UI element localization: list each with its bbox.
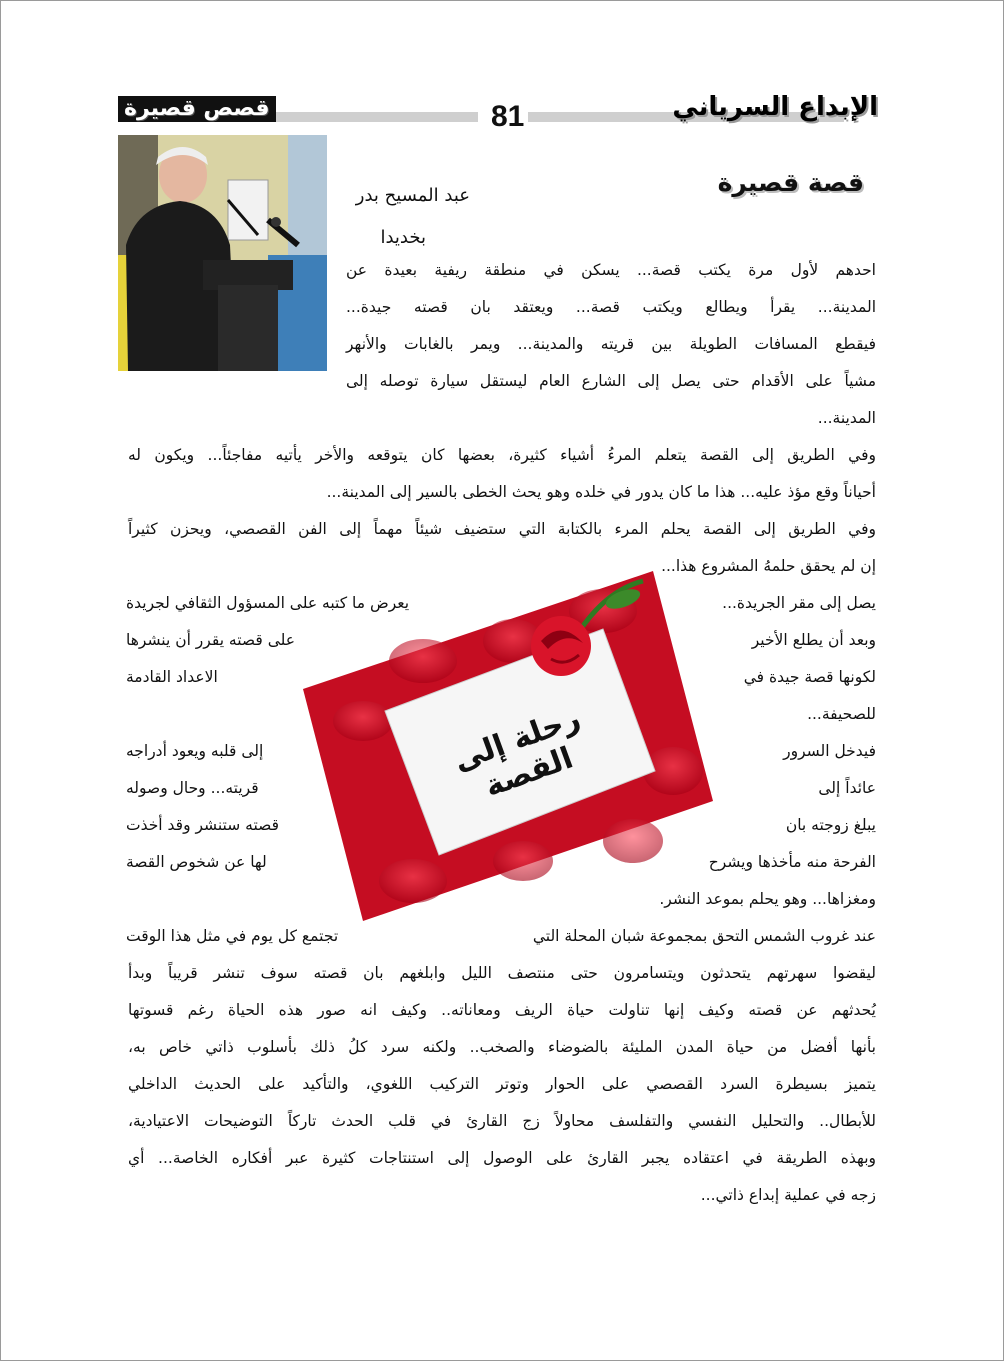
page-number: 81: [487, 100, 528, 134]
body-line-right: عند غروب الشمس التحق بمجموعة شبان المحلة التي: [532, 927, 876, 945]
body-line: المدينة... يقرأ ويطالع ويكتب قصة... ويعتقد بان قصته جيدة...: [346, 298, 876, 316]
body-line: بأنها أفضل من حياة المدن المليئة بالضوضاء والصخب.. ولكنه سرد كلُ ذلك بأسلوب ذاتي خاص به،: [128, 1038, 876, 1056]
body-line: يتميز بسيطرة السرد القصصي على الحوار وتوتر التركيب اللغوي، والتأكيد على الحديث الداخلي: [128, 1075, 876, 1093]
body-line: إن لم يحقق حلمهُ المشروع هذا...: [661, 557, 876, 575]
body-line: وفي الطريق إلى القصة يحلم المرء بالكتابة التي ستضيف شيئاً مهماً إلى الفن القصصي، ويحزن كثيراً: [128, 520, 876, 538]
body-line-left: على قصته يقرر أن ينشرها: [126, 631, 295, 649]
body-line-right: فيدخل السرور: [783, 742, 876, 760]
body-line: للأبطال.. والتحليل النفسي والتفلسف محاولاً زج القارئ في قلب الحدث تاركاً التوضيحات الاعتيادية،: [128, 1112, 876, 1130]
body-line-left: لها عن شخوص القصة: [126, 853, 267, 871]
body-line: للصحيفة...: [807, 705, 876, 723]
magazine-title: الإبداع السرياني: [672, 92, 878, 122]
body-line-right: يبلغ زوجته بان: [785, 816, 876, 834]
section-label: قصص قصيرة: [118, 96, 276, 122]
body-line-left: تجتمع كل يوم في مثل هذا الوقت: [126, 927, 339, 945]
body-line: يُحدثهم عن قصته وكيف إنها تناولت حياة الريف ومعاناته.. وكيف انه صور هذه الحياة رغم قسوتها: [128, 1001, 876, 1019]
body-line-left: إلى قلبه ويعود أدراجه: [126, 742, 264, 760]
story-title: قصة قصيرة: [717, 168, 864, 197]
body-line: ومغزاها... وهو يحلم بموعد النشر.: [659, 890, 876, 908]
body-line: ليقضوا سهرتهم يتحدثون ويتسامرون حتى منتصف الليل وابلغهم بان قصته سوف تنشر قريباً وبدأ: [128, 964, 876, 982]
author-photo: [118, 135, 327, 371]
body-line-right: وبعد أن يطلع الأخير: [751, 631, 876, 649]
body-line-left: يعرض ما كتبه على المسؤول الثقافي لجريدة: [126, 594, 410, 612]
body-line: مشياً على الأقدام حتى يصل إلى الشارع العام ليستقل سيارة توصله إلى: [346, 372, 876, 390]
author-name: عبد المسيح بدر: [355, 185, 470, 206]
body-line: المدينة...: [817, 409, 876, 427]
body-line-left: قريته... وحال وصوله: [126, 779, 259, 797]
body-line: وبهذه الطريقة في اعتقاده يجبر القارئ على الوصول إلى استنتاجات كثيرة عبر أفكاره الخاصة... أي: [128, 1149, 876, 1167]
body-line: احدهم لأول مرة يكتب قصة... يسكن في منطقة ريفية بعيدة عن: [346, 261, 876, 279]
body-line: زجه في عملية إبداع ذاتي...: [700, 1186, 876, 1204]
body-line-right: يصل إلى مقر الجريدة...: [722, 594, 876, 612]
body-line: وفي الطريق إلى القصة يتعلم المرءُ أشياء كثيرة، بعضها كان يتوقعه والأخر يأتيه مفاجئاً... ويكون له: [128, 446, 876, 464]
body-line-left: قصته ستنشر وقد أخذت: [126, 816, 279, 834]
body-line-right: عائداً إلى: [818, 779, 876, 797]
author-location: بخديدا: [380, 227, 426, 248]
body-line-right: الفرحة منه مأخذها ويشرح: [708, 853, 876, 871]
body-line: فيقطع المسافات الطويلة بين قريته والمدينة... ويمر بالغابات والأنهر: [346, 335, 876, 353]
rose-illustration: [303, 571, 713, 921]
body-line-right: لكونها قصة جيدة في: [743, 668, 876, 686]
body-line-left: الاعداد القادمة: [126, 668, 218, 686]
card-caption: رحلة إلى القصة: [449, 700, 585, 805]
body-line: أحياناً وقع مؤذ عليه... هذا ما كان يدور في خلده وهو يحث الخطى بالسير إلى المدينة...: [326, 483, 876, 501]
